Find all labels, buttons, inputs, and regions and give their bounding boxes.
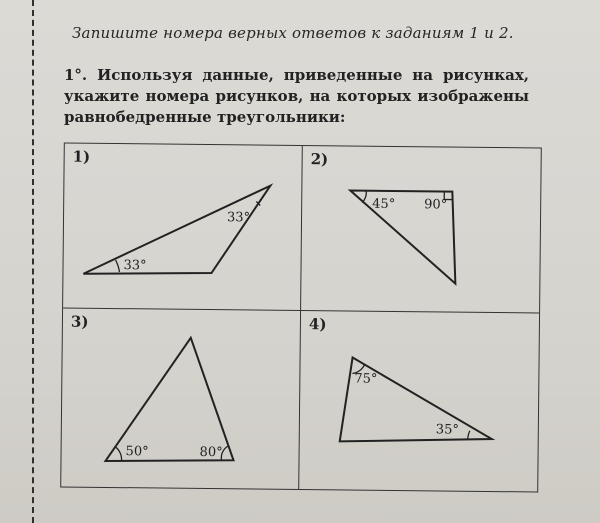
figure-1-angle-b: 33°	[226, 210, 251, 226]
figure-2-angle-a: 45°	[372, 196, 396, 212]
problem-statement	[64, 65, 529, 128]
problem-number: 1°.	[64, 66, 88, 84]
figure-4-label: 4)	[308, 314, 327, 333]
figure-1-triangle	[63, 144, 303, 312]
figure-3-triangle	[61, 308, 301, 489]
figure-4-triangle	[299, 311, 539, 492]
figure-1-cell	[63, 144, 303, 311]
figure-2-cell	[301, 146, 541, 313]
figure-4-cell	[299, 311, 539, 492]
figure-1-angle-a: 33°	[123, 258, 147, 274]
figure-4-angle-a: 75°	[354, 371, 378, 387]
figure-3-label: 3)	[70, 312, 89, 331]
figure-3-angle-a: 50°	[125, 443, 149, 460]
problem-text: Используя данные, приведенные на рисунках, укажите номера рисунков, на которых изображены равнобедренные треугольники:	[64, 66, 529, 126]
dashed-cut-line	[32, 0, 34, 523]
figure-2-triangle	[301, 146, 541, 314]
figures-grid	[60, 143, 542, 493]
figure-3-angle-b: 80°	[199, 444, 223, 460]
figure-2-label: 2)	[310, 150, 329, 169]
figure-4-angle-b: 35°	[435, 422, 459, 438]
figure-3-cell	[61, 308, 301, 489]
figure-2-angle-b: 90°	[424, 197, 448, 213]
instruction-text: Запишите номера верных ответов к заданиям 1 и 2.	[72, 24, 514, 42]
figure-1-label: 1)	[72, 147, 91, 166]
